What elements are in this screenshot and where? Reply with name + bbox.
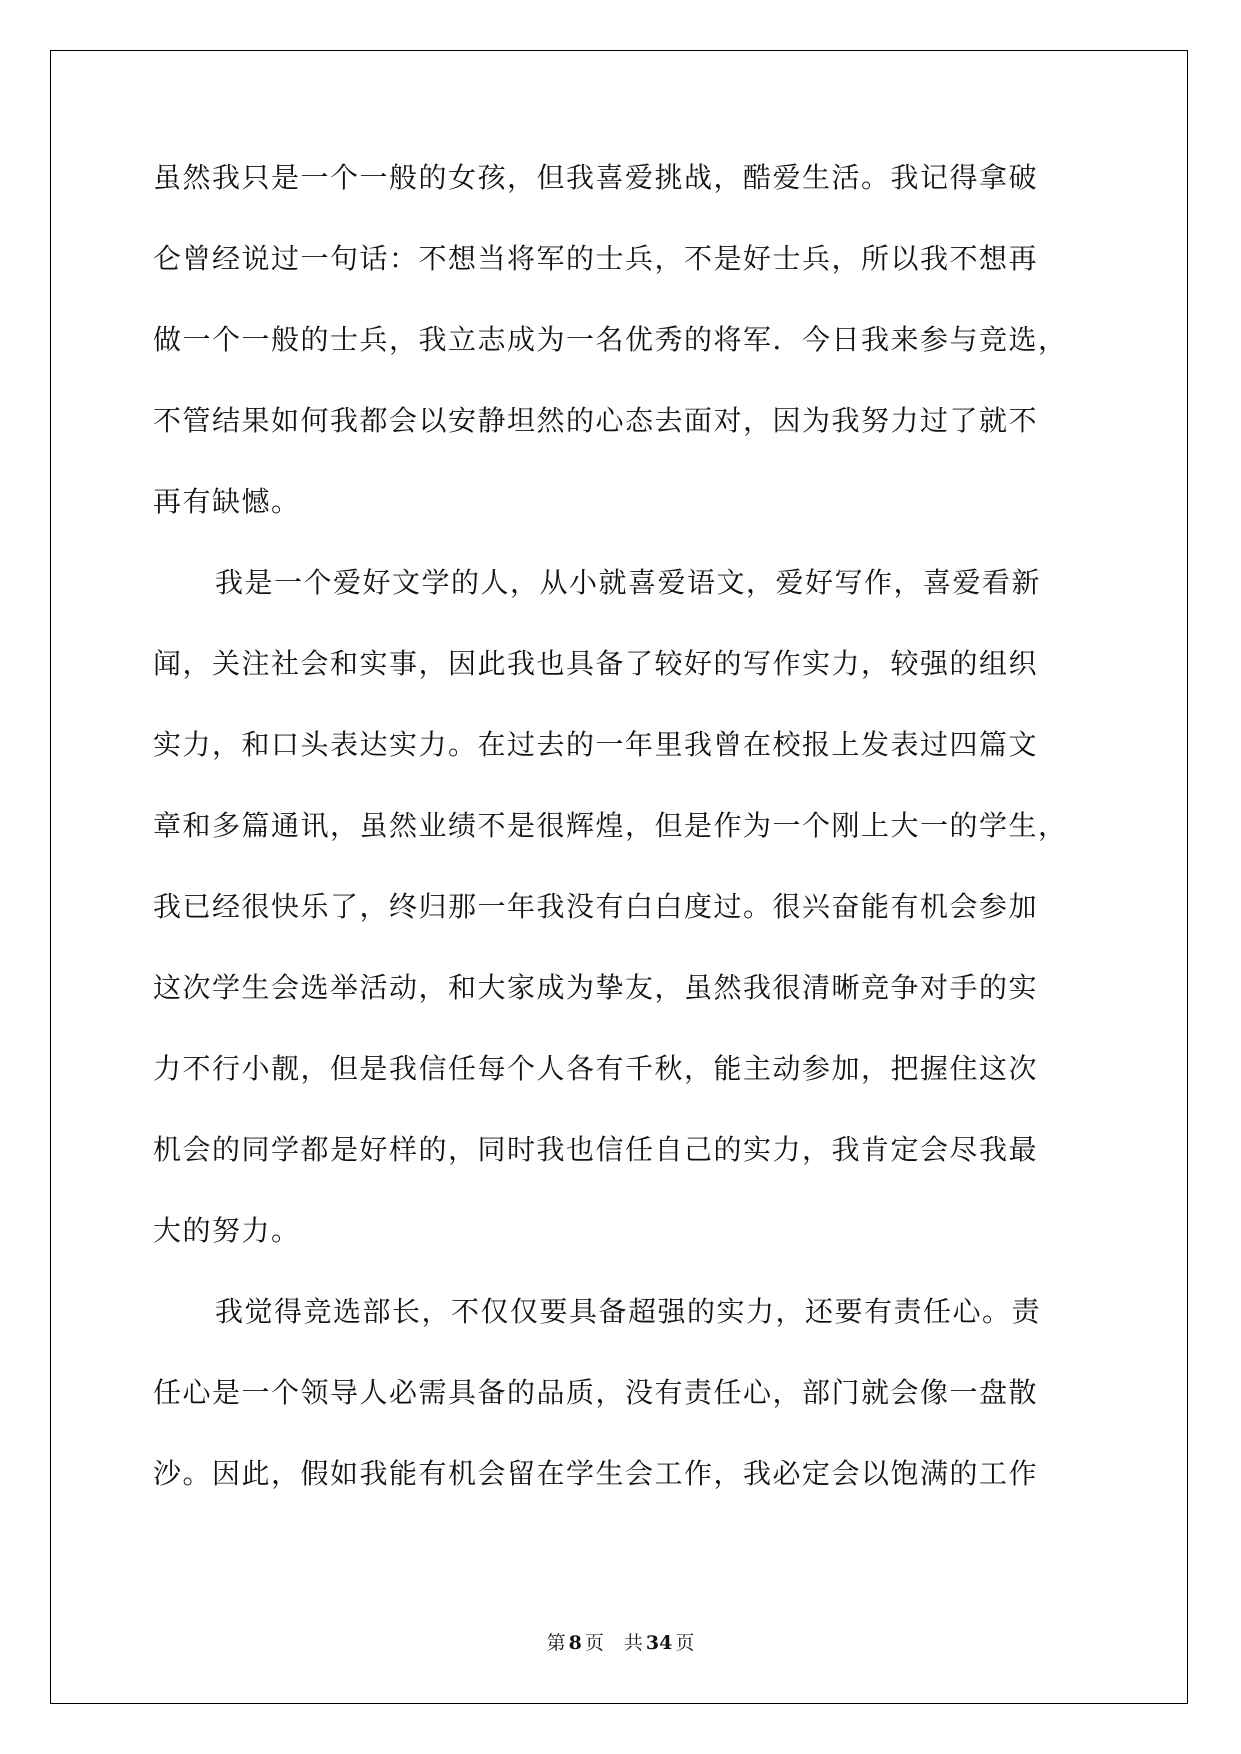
text-line: 这次学生会选举活动，和大家成为挚友，虽然我很清晰竞争对手的实 [153, 971, 1039, 1004]
document-body [153, 158, 1093, 1535]
text-line: 仑曾经说过一句话：不想当将军的士兵，不是好士兵，所以我不想再 [153, 242, 1039, 275]
footer-total-pages: 34 [645, 1632, 673, 1654]
text-line: 章和多篇通讯，虽然业绩不是很辉煌，但是作为一个刚上大一的学生， [153, 809, 1068, 842]
text-line: 实力，和口头表达实力。在过去的一年里我曾在校报上发表过四篇文 [153, 728, 1039, 761]
text-line: 大的努力。 [153, 1214, 301, 1247]
footer-page-suffix: 页 [584, 1632, 604, 1654]
text-line: 力不行小靓，但是我信任每个人各有千秋，能主动参加，把握住这次 [153, 1052, 1039, 1085]
text-line: 再有缺憾。 [153, 485, 301, 518]
text-line: 不管结果如何我都会以安静坦然的心态去面对，因为我努力过了就不 [153, 404, 1039, 437]
text-line: 我已经很快乐了，终归那一年我没有白白度过。很兴奋能有机会参加 [153, 890, 1039, 923]
footer-total-prefix: 共 [623, 1632, 643, 1654]
text-line: 沙。因此，假如我能有机会留在学生会工作，我必定会以饱满的工作 [153, 1457, 1039, 1490]
text-line: 我觉得竞选部长，不仅仅要具备超强的实力，还要有责任心。责 [215, 1295, 1042, 1328]
footer-page-prefix: 第 [546, 1632, 566, 1654]
text-line: 做一个一般的士兵，我立志成为一名优秀的将军．今日我来参与竞选， [153, 323, 1068, 356]
text-line: 闻，关注社会和实事，因此我也具备了较好的写作实力，较强的组织 [153, 647, 1039, 680]
footer-total-suffix: 页 [675, 1632, 695, 1654]
text-line: 机会的同学都是好样的，同时我也信任自己的实力，我肯定会尽我最 [153, 1133, 1039, 1166]
text-line: 我是一个爱好文学的人，从小就喜爱语文，爱好写作，喜爱看新 [215, 566, 1042, 599]
page-footer [0, 1628, 1241, 1655]
text-line: 虽然我只是一个一般的女孩，但我喜爱挑战，酷爱生活。我记得拿破 [153, 161, 1039, 194]
text-line: 任心是一个领导人必需具备的品质，没有责任心，部门就会像一盘散 [153, 1376, 1039, 1409]
footer-page-number: 8 [568, 1632, 582, 1654]
